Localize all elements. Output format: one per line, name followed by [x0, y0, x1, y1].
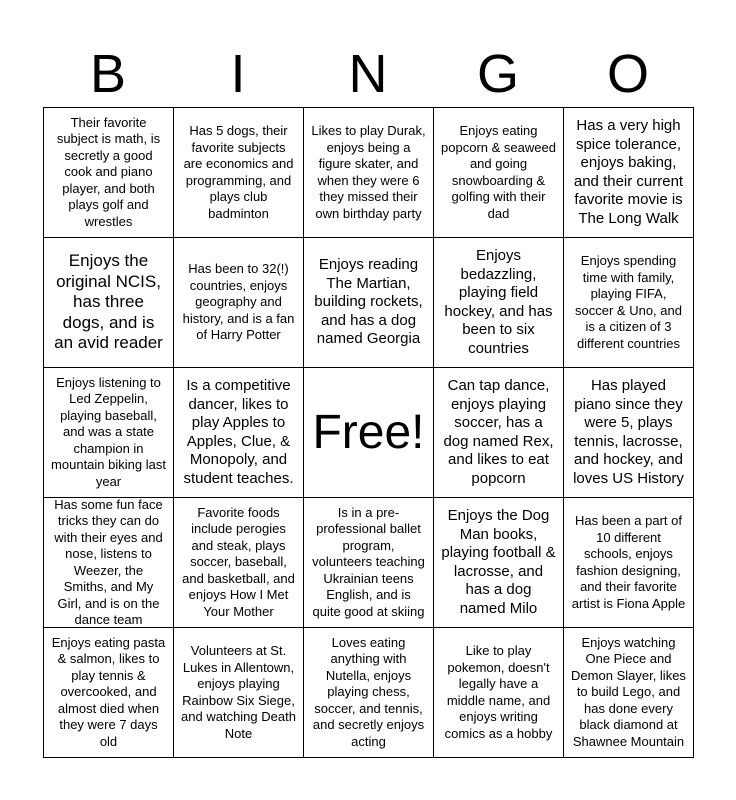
bingo-cell-r0-c2: Likes to play Durak, enjoys being a figure skater, and when they were 6 they missed their own birthday party [304, 108, 434, 238]
header-letter-i: I [230, 44, 246, 104]
bingo-cell-r4-c4: Enjoys watching One Piece and Demon Slayer, likes to build Lego, and has done every black diamond at Shawnee Mountain [564, 628, 694, 758]
header-letter-g: G [476, 44, 519, 104]
bingo-cell-r2-c0: Enjoys listening to Led Zeppelin, playing baseball, and was a state champion in mountain biking last year [44, 368, 174, 498]
bingo-header [43, 40, 693, 108]
bingo-cell-r4-c3: Like to play pokemon, doesn't legally have a middle name, and enjoys writing comics as a hobby [434, 628, 564, 758]
bingo-cell-r1-c4: Enjoys spending time with family, playing FIFA, soccer & Uno, and is a citizen of 3 different countries [564, 238, 694, 368]
bingo-cell-r3-c4: Has been a part of 10 different schools, enjoys fashion designing, and their favorite artist is Fiona Apple [564, 498, 694, 628]
bingo-cell-r0-c3: Enjoys eating popcorn & seaweed and going snowboarding & golfing with their dad [434, 108, 564, 238]
bingo-cell-r3-c1: Favorite foods include perogies and steak, plays soccer, baseball, and basketball, and enjoys How I Met Your Mother [174, 498, 304, 628]
bingo-cell-r2-c4: Has played piano since they were 5, plays tennis, lacrosse, and hockey, and loves US History [564, 368, 694, 498]
bingo-cell-r0-c1: Has 5 dogs, their favorite subjects are economics and programming, and plays club badminton [174, 108, 304, 238]
bingo-cell-r3-c0: Has some fun face tricks they can do with their eyes and nose, listens to Weezer, the Smiths, and My Girl, and is on the dance team [44, 498, 174, 628]
bingo-cell-r3-c3: Enjoys the Dog Man books, playing football & lacrosse, and has a dog named Milo [434, 498, 564, 628]
header-letter-n: N [348, 44, 388, 104]
bingo-cell-r4-c1: Volunteers at St. Lukes in Allentown, enjoys playing Rainbow Six Siege, and watching Death Note [174, 628, 304, 758]
bingo-cell-r4-c2: Loves eating anything with Nutella, enjoys playing chess, soccer, and tennis, and secretly enjoys acting [304, 628, 434, 758]
bingo-cell-r1-c3: Enjoys bedazzling, playing field hockey, and has been to six countries [434, 238, 564, 368]
header-letter-o: O [606, 44, 649, 104]
bingo-cell-r4-c0: Enjoys eating pasta & salmon, likes to play tennis & overcooked, and almost died when they were 7 days old [44, 628, 174, 758]
header-letter-b: B [89, 44, 127, 104]
bingo-cell-r1-c1: Has been to 32(!) countries, enjoys geography and history, and is a fan of Harry Potter [174, 238, 304, 368]
bingo-cell-r1-c0: Enjoys the original NCIS, has three dogs, and is an avid reader [44, 238, 174, 368]
bingo-cell-r0-c0: Their favorite subject is math, is secretly a good cook and piano player, and both plays golf and wrestles [44, 108, 174, 238]
bingo-cell-r0-c4: Has a very high spice tolerance, enjoys baking, and their current favorite movie is The Long Walk [564, 108, 694, 238]
bingo-board [43, 107, 694, 758]
bingo-cell-r2-c3: Can tap dance, enjoys playing soccer, has a dog named Rex, and likes to eat popcorn [434, 368, 564, 498]
bingo-free-space: Free! [304, 368, 434, 498]
bingo-cell-r3-c2: Is in a pre-professional ballet program, volunteers teaching Ukrainian teens English, and is quite good at skiing [304, 498, 434, 628]
bingo-cell-r1-c2: Enjoys reading The Martian, building rockets, and has a dog named Georgia [304, 238, 434, 368]
bingo-cell-r2-c1: Is a competitive dancer, likes to play Apples to Apples, Clue, & Monopoly, and student teaches. [174, 368, 304, 498]
